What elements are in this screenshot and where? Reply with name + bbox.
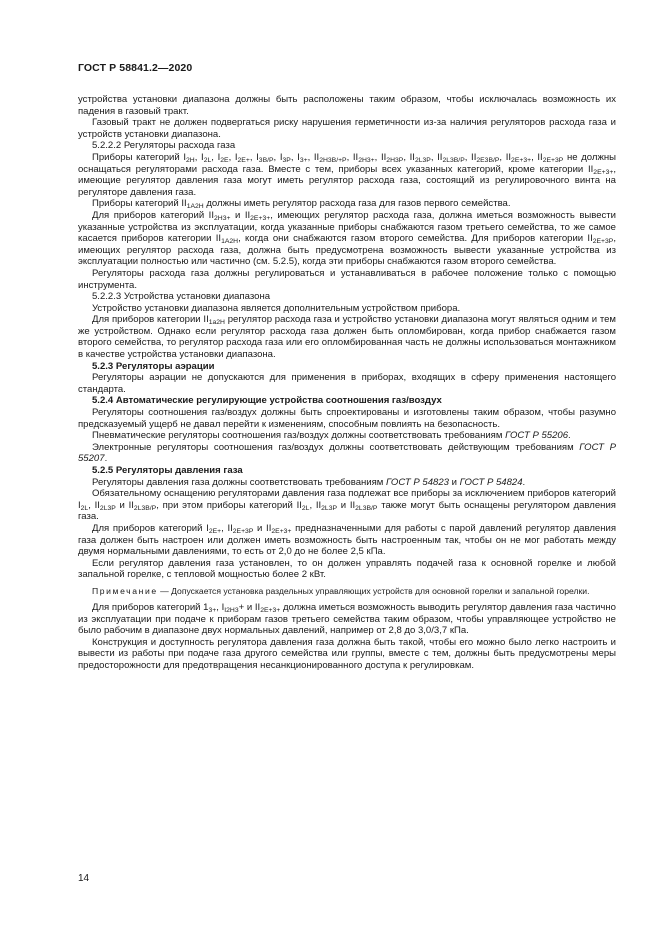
paragraph: Устройство установки диапазона является дополнительным устройством прибора. <box>92 302 461 314</box>
note: Примечание — Допускается установка раздельных управляющих устройств для основной горелки и запальной горелки. <box>92 585 590 596</box>
standard-reference: ГОСТ Р 55207 <box>78 441 616 465</box>
paragraph: Газовый тракт не должен подвергаться риску нарушения герметичности из-за наличия регуляторов расхода газа и устройств установки диапазона. <box>78 117 616 140</box>
standard-reference: ГОСТ Р 54824 <box>459 476 523 488</box>
note-label: Примечание <box>92 585 158 596</box>
paragraph: Конструкция и доступность регулятора давления газа должна быть такой, чтобы его можно было легко настроить и вывести из работы при подаче газа другого семейства или группы, вместе с тем, должны быть предусмотрены меры предосторожности для предотвращения несанкционированного доступа к регулировкам. <box>78 636 616 671</box>
section-heading-5-2-2-2: 5.2.2.2 Регуляторы расхода газа <box>92 140 236 152</box>
paragraph: Для приборов категорий $I_{2E+}$, $II_{2E+3P}$ и $II_{2E+3+}$ предназначенными для работы с парой давлений регулятор давления газа должен быть настроен или должен иметь возможность быть настроенным так, чтобы он не мог работать между двумя нормальными давлениями, то есть от 2,0 до не более 2,5 кПа. <box>78 522 616 558</box>
document-body <box>78 94 616 672</box>
paragraph: Приборы категорий $II_{1A2H}$ должны иметь регулятор расхода газа для газов первого семейства. <box>92 198 511 211</box>
document-header: ГОСТ Р 58841.2—2020 <box>78 62 193 74</box>
paragraph: устройства установки диапазона должны быть расположены таким образом, чтобы исключалась возможность их падения в газовый тракт. <box>78 94 616 117</box>
page-number: 14 <box>78 873 90 884</box>
paragraph: Для приборов категорий $II_{2H3+}$ и $II_{2E+3+}$, имеющих регулятор расхода газа, должна иметься возможность вывести указанные устройства из эксплуатации, когда указанные приборы снабжаются газом третьего семейства, то же самое касается приборов категории $II_{1A2H}$, когда они снабжаются газом второго семейства. Для приборов категории $II_{2E+3P}$, имеющих регулятор расхода газа, должна быть предусмотрена возможность вывести указанные устройства из эксплуатации полностью или частично (см. 5.2.5), когда эти приборы снабжаются газом второго семейства. <box>78 209 617 268</box>
paragraph: Если регулятор давления газа установлен, то он должен управлять подачей газа к основной горелке и любой запальной горелке, с тепловой мощностью более 2 кВт. <box>78 557 616 581</box>
paragraph: Регуляторы соотношения газ/воздух должны быть спроектированы и изготовлены таким образом, чтобы разумно предсказуемый ущерб не давал перейти к изменениям, способным повлиять на безопасность. <box>78 407 616 430</box>
section-heading-5-2-2-3: 5.2.2.3 Устройства установки диапазона <box>92 291 271 303</box>
paragraph: Регуляторы расхода газа должны регулироваться и устанавливаться в рабочее положение только с помощью инструмента. <box>78 267 616 291</box>
paragraph: Регуляторы аэрации не допускаются для применения в приборах, входящих в сферу применения настоящего стандарта. <box>78 372 616 395</box>
paragraph: Для приборов категории $II_{1a2H}$ регулятор расхода газа и устройство установки диапазона могут являться одним и тем же устройством. Однако если регулятор расхода газа должен быть опломбирован, когда прибор снабжается газом второго семейства, то регулятор расхода газа или его опломбированная часть не должны использоваться монтажником в качестве устройства установки диапазона. <box>78 314 616 361</box>
paragraph: Приборы категорий $I_{2H}$, $I_{2L}$, $I_{2E}$, $I_{2E+}$, $I_{3B/P}$, $I_{3P}$, $I_{3+}$, $II_{2H3B/+P}$, $II_{2H3+}$, $II_{2H3P}$, $II_{2L3P}$, $II_{2L3B/P}$, $II_{2E3B/P}$, $II_{2E+3+}$, $II_{2E+3P}$ не должны оснащаться регуляторами расхода газа. Вместе с тем, приборы всех указанных категорий, кроме категории $II_{2E+3+}$, имеющие регулятор давления газа могут иметь регулятор расхода газа, состоящий из регулировочного винта на регуляторе давления газа. <box>78 151 616 198</box>
standard-reference: ГОСТ Р 54823 <box>386 476 449 488</box>
paragraph: Регуляторы давления газа должны соответствовать требованиям ГОСТ Р 54823 и ГОСТ Р 54824. <box>92 476 526 488</box>
paragraph: Для приборов категорий $1_{3+}$, $I_{I2H3}+ и$ $II_{2E+3+}$ должна иметься возможность выводить регулятор давления газа частично из эксплуатации при подаче к приборам газов третьего семейства таким образом, чтобы управляющее устройство не было рабочим в диапазоне двух нормальных давлений, например от 2,8 до 3,0/3,7 кПа. <box>78 601 616 637</box>
paragraph: Пневматические регуляторы соотношения газ/воздух должны соответствовать требованиям ГОСТ Р 55206. <box>92 430 571 442</box>
paragraph: Электронные регуляторы соотношения газ/воздух должны соответствовать действующим требованиям ГОСТ Р 55207. <box>78 441 616 465</box>
standard-reference: ГОСТ Р 55206 <box>505 430 569 442</box>
section-heading-5-2-3: 5.2.3 Регуляторы аэрации <box>92 360 215 372</box>
paragraph: Обязательному оснащению регуляторами давления газа подлежат все приборы за исключением приборов категорий $I_{2L}$, $II_{2L3P}$ и $II_{2L3B/P}$, при этом приборы категорий $II_{2L}$, $II_{2L3P}$ и $II_{2L3B/P}$ также могут быть оснащены регулятором давления газа. <box>78 488 616 523</box>
section-heading-5-2-4: 5.2.4 Автоматические регулирующие устройства соотношения газ/воздух <box>92 395 442 407</box>
section-heading-5-2-5: 5.2.5 Регуляторы давления газа <box>92 465 243 476</box>
